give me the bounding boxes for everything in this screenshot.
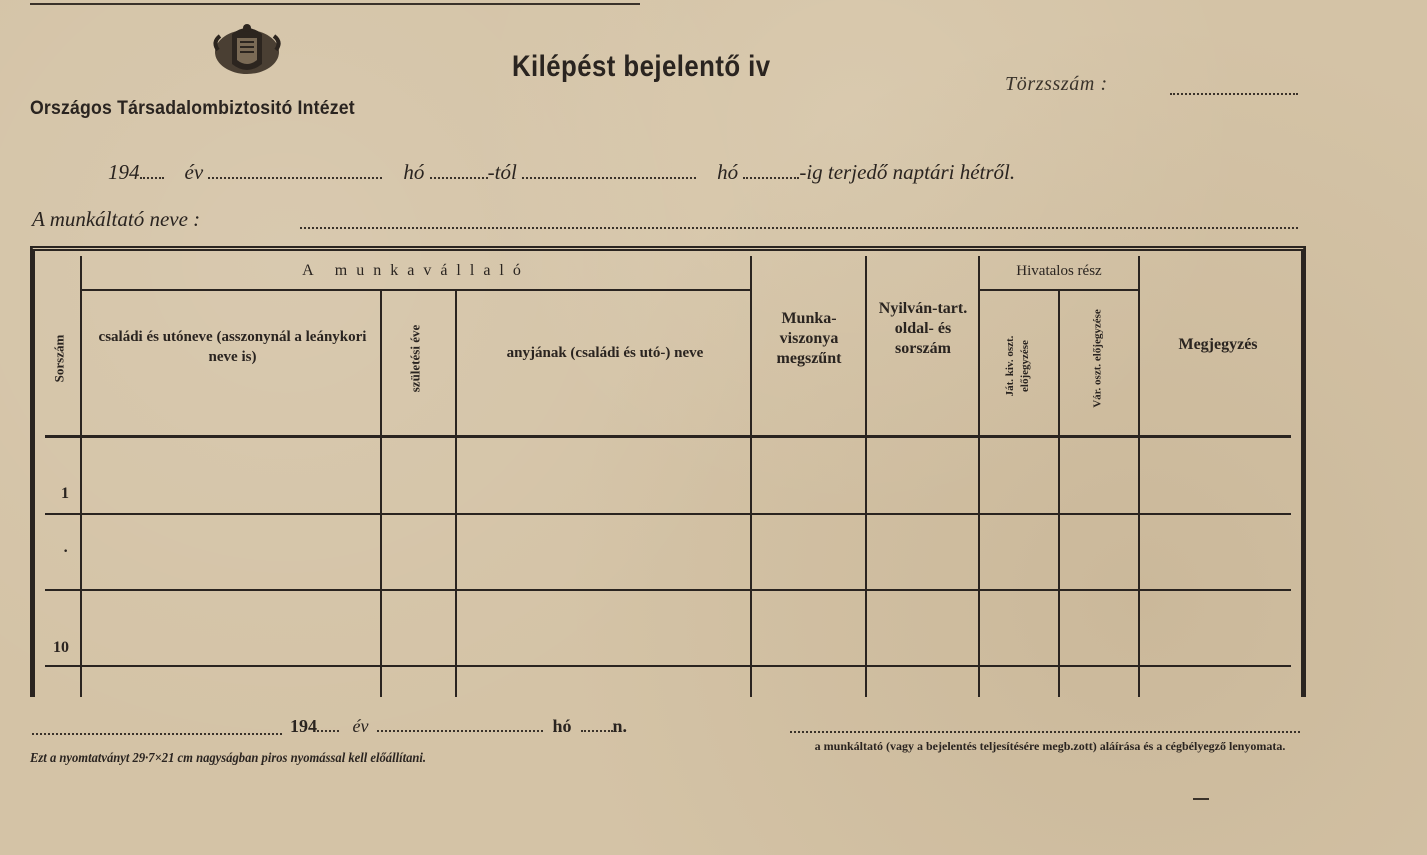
- employer-label: A munkáltató neve :: [32, 207, 201, 231]
- header-employment-ended: Munka-viszonya megszűnt: [776, 310, 842, 367]
- footer-month-field[interactable]: [377, 718, 543, 732]
- footer-day-field[interactable]: [581, 718, 613, 732]
- registration-label: Törzsszám :: [1005, 73, 1108, 95]
- month-label-1: hó: [403, 160, 425, 184]
- header-name: családi és utóneve (asszonynál a leánykori neve is): [98, 329, 367, 365]
- official-header-rule: [980, 289, 1140, 291]
- month-to-field[interactable]: [522, 163, 696, 179]
- top-rule: [30, 3, 640, 5]
- footer-year-prefix: 194: [290, 716, 317, 736]
- header-remarks: Megjegyzés: [1178, 336, 1258, 353]
- col-rule-serial: [80, 256, 82, 697]
- form-title: Kilépést bejelentő iv: [512, 50, 771, 83]
- col-rule-register: [978, 256, 980, 697]
- month-from-field[interactable]: [208, 163, 382, 179]
- registration-number-field[interactable]: [1170, 93, 1298, 95]
- col-rule-birth: [455, 291, 457, 697]
- col-rule-other: [1138, 256, 1140, 697]
- row-label-2: ·: [63, 543, 69, 560]
- print-instruction: Ezt a nyomtatványt 29·7×21 cm nagyságban piros nyomással kell előállítani.: [30, 751, 427, 766]
- footer-date-line: [290, 716, 627, 737]
- footer-day-suffix: n.: [612, 716, 628, 736]
- footer-dash: [1193, 798, 1209, 800]
- month-label-2: hó: [717, 160, 739, 184]
- to-suffix: -ig: [799, 160, 823, 184]
- signature-field[interactable]: [790, 731, 1300, 733]
- header-other-fund: Vár. oszt. előjegyzése: [1091, 309, 1104, 408]
- day-to-field[interactable]: [743, 163, 799, 179]
- row-divider-2: [45, 589, 1291, 591]
- year-suffix-field[interactable]: [140, 163, 164, 179]
- group-header-employee: A munkavállaló: [302, 262, 530, 279]
- header-mother: anyjának (családi és utó-) neve: [506, 345, 704, 361]
- week-period-line: [108, 160, 1015, 185]
- col-rule-name: [380, 291, 382, 697]
- footer-year-label: év: [352, 716, 369, 736]
- row-divider-1: [45, 513, 1291, 515]
- employee-table: [30, 246, 1306, 697]
- year-label: év: [184, 160, 204, 184]
- group-header-rule: [80, 289, 752, 291]
- signature-caption: a munkáltató (vagy a bejelentés teljesítésére megb.zott) aláírása és a cégbélyegző lenyomata.: [814, 739, 1286, 753]
- day-from-field[interactable]: [430, 163, 488, 179]
- header-serial: Sorszám: [51, 334, 67, 383]
- col-rule-sick-fund: [1058, 291, 1060, 697]
- row-divider-3: [45, 665, 1291, 667]
- from-suffix: -tól: [487, 160, 517, 184]
- col-rule-ended: [865, 256, 867, 697]
- group-header-official: Hivatalos rész: [1016, 263, 1102, 279]
- header-birth-year: születési éve: [407, 324, 423, 393]
- col-rule-mother: [750, 256, 752, 697]
- footer-year-field[interactable]: [317, 718, 339, 732]
- coat-of-arms-icon: [210, 20, 284, 78]
- footer-month-label: hó: [552, 716, 572, 736]
- row-label-1: 1: [61, 485, 69, 502]
- week-tail: terjedő naptári hétről.: [827, 160, 1016, 184]
- header-register: Nyilván-tart. oldal- és sorszám: [878, 300, 968, 357]
- header-sick-fund: Ját. kiv. oszt. előjegyzése: [1004, 335, 1031, 397]
- header-bottom-rule: [45, 435, 1291, 438]
- organization-name: Országos Társadalombiztositó Intézet: [30, 98, 355, 119]
- employer-name-field[interactable]: [300, 227, 1298, 229]
- year-prefix: 194: [108, 160, 140, 184]
- row-label-10: 10: [53, 639, 69, 656]
- place-field[interactable]: [32, 733, 282, 735]
